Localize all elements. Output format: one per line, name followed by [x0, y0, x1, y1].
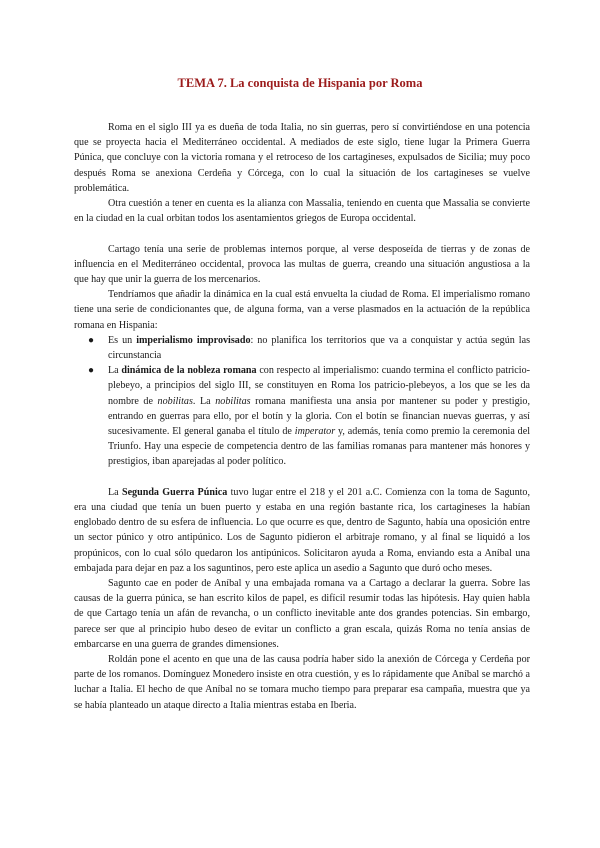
- paragraph-spacer: [74, 470, 530, 485]
- paragraph-cartago-problemas: Cartago tenía una serie de problemas internos porque, al verse desposeída de tierras y de zonas de influencia en el Mediterráneo occidental, provoca las multas de guerra, creando una situación angustiosa a la que hay que unir la guerra de los mercenarios.: [74, 243, 530, 286]
- list-item-dinamica-nobleza: ● La dinámica de la nobleza romana con respecto al imperialismo: cuando termina el conflicto patricio-plebeyo, a principios del siglo III, se constituyen en Roma los patricio-plebeyos, a los que se les da nombre de nobilitas. La nobilitas romana manifiesta una ansia por mantener su poder y prestigio, entrando en guerras para ello, por el botín y la gloria. Con el botín se financian nuevas guerras, y así sucesivamente. El general ganaba el título de imperator y, además, tenía como premio la ceremonia del Triunfo. Hay una especie de competencia dentro de las familias romanas para mantener más honores y prestigios, iban aparejadas al poder político.: [88, 365, 531, 468]
- paragraph-sagunto-cae: Sagunto cae en poder de Aníbal y una embajada romana va a Cartago a declarar la guerra. Sobre las causas de la guerra púnica, se han escrito kilos de papel, es difícil resumir todas las hipótesis. Hay quien habla de que Cartago tenía un afán de revancha, o un conflicto inevitable ante dos grandes potencias. Sin embargo, parece ser que al principio hubo deseo de evitar un conflicto a gran escala, quizás Roma no tenía ansias de embarcarse en una guerra de grandes dimensiones.: [74, 578, 530, 650]
- document-title: TEMA 7. La conquista de Hispania por Roma: [177, 76, 423, 90]
- italic-term: nobilitas: [215, 395, 251, 407]
- bold-term: dinámica de la nobleza romana: [121, 365, 257, 377]
- paragraph-roldan: Roldán pone el acento en que una de las causa podría haber sido la anexión de Córcega y Cerdeña por parte de los romanos. Domínguez Monedero insiste en otra cuestión, y es lo rápidamente que Aníbal se marchó a luchar a Italia. El hecho de que Aníbal no se tomara mucho tiempo para preparar esa campaña, muestra que ya se había planteado un ataque directo a Italia mientras estaba en Iberia.: [74, 654, 530, 711]
- paragraph-spacer: [74, 226, 530, 241]
- bold-term: imperialismo improvisado: [136, 334, 251, 346]
- italic-term: nobilitas: [157, 395, 193, 407]
- list-item-imperialismo-improvisado: ● Es un imperialismo improvisado: no planifica los territorios que va a conquistar y actúa según las circunstancia: [88, 334, 531, 362]
- paragraph-roma-siglo-iii: Roma en el siglo III ya es dueña de toda Italia, no sin guerras, pero sí convirtiéndose en una potencia que se proyecta hacia el Mediterráneo occidental. A mediados de este siglo, tiene lugar la Primera Guerra Púnica, que concluye con la victoria romana y el retroceso de los cartagineses, expulsados de Sicilia; muy poco después Roma se anexiona Cerdeña y Córcega, con lo cual la situación de los cartagineses se vuelve problemática.: [74, 122, 530, 194]
- bullet-icon: ●: [88, 334, 95, 346]
- bullet-icon: ●: [88, 365, 95, 377]
- document-body: [74, 120, 530, 713]
- condicionantes-list: [74, 333, 530, 470]
- italic-term: imperator: [294, 426, 336, 438]
- paragraph-massalia: Otra cuestión a tener en cuenta es la alianza con Massalia, teniendo en cuenta que Massalia se convierte en la ciudad en la cual orbitan todos los asentamientos griegos de Europa occidental.: [74, 198, 530, 225]
- paragraph-imperialismo: Tendríamos que añadir la dinámica en la cual está envuelta la ciudad de Roma. El imperialismo romano tiene una serie de condicionantes que, de alguna forma, van a verse plasmados en la actuación de la república romana en Hispania:: [74, 289, 530, 331]
- bold-term: Segunda Guerra Púnica: [121, 486, 228, 498]
- paragraph-segunda-guerra-punica: La Segunda Guerra Púnica tuvo lugar entre el 218 y el 201 a.C. Comienza con la toma de Sagunto, era una ciudad que tenía un buen puerto y estaba en una región bastante rica, los cartagineses la habían englobado dentro de su esfera de influencia. Lo que ocurre es que, dentro de Sagunto, había una oposición entre un sector púnico y otro antipúnico. Los de Sagunto pidieron el arbitraje romano, y al final se liquidó a los propúnicos, con lo cual sólo quedaron los antipúnicos. Solicitaron ayuda a Roma, enviando esta a Aníbal una embajada para dejar en paz a los saguntinos, pero este aplica un asedio a Sagunto que duró ocho meses.: [74, 486, 530, 574]
